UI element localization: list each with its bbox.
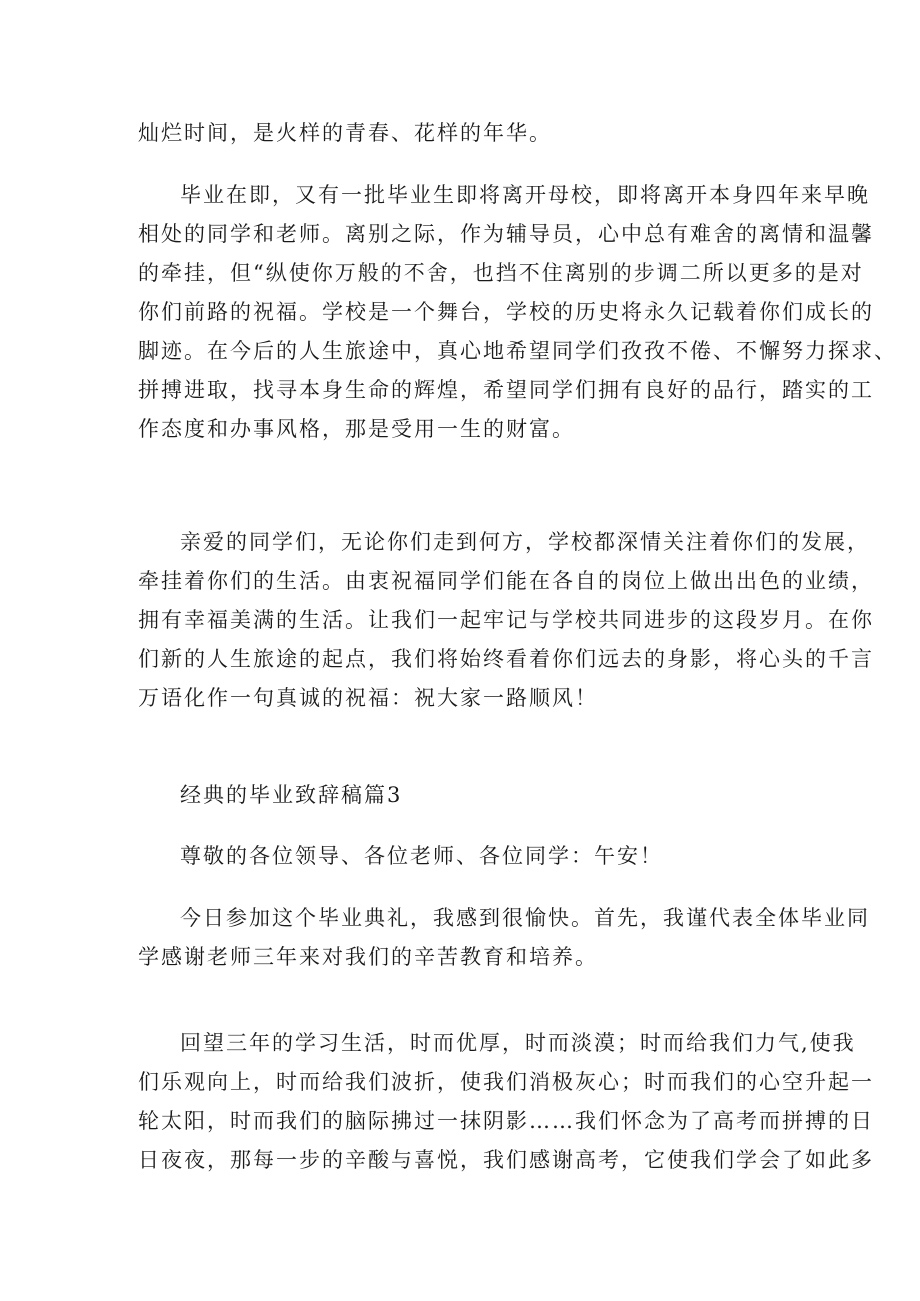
heading-text: 经典的毕业致辞稿篇3 <box>180 783 403 807</box>
text-line: 拥有幸福美满的生活。让我们一起牢记与学校共同进步的这段岁月。在你 <box>138 608 874 632</box>
text-line: 毕业在即，又有一批毕业生即将离开母校，即将离开本身四年来早晚 <box>180 183 870 207</box>
paragraph-thanks <box>138 899 870 977</box>
text-line: 回望三年的学习生活，时而优厚，时而淡漠；时而给我们力气,使我 <box>180 1031 856 1055</box>
text-line: 的牵挂，但“纵使你万般的不舍，也挡不住离别的步调二所以更多的是对 <box>138 261 864 285</box>
section-heading <box>138 776 798 815</box>
text-line: 日夜夜，那每一步的辛酸与喜悦，我们感谢高考，它使我们学会了如此多 <box>138 1148 874 1172</box>
text-line: 们新的人生旅途的起点，我们将始终看着你们远去的身影，将心头的千言 <box>138 647 874 671</box>
text-line: 作态度和办事风格，那是受用一生的财富。 <box>138 417 575 441</box>
text-line: 相处的同学和老师。离别之际，作为辅导员，心中总有难舍的离情和温馨 <box>138 222 874 246</box>
text-line: 你们前路的祝福。学校是一个舞台，学校的历史将永久记载着你们成长的 <box>138 300 874 324</box>
text-line: 拼搏进取，找寻本身生命的辉煌，希望同学们拥有良好的品行，踏实的工 <box>138 378 874 402</box>
text-line: 脚迹。在今后的人生旅途中，真心地希望同学们孜孜不倦、不懈努力探求、 <box>138 339 897 363</box>
text-line: 学感谢老师三年来对我们的辛苦教育和培养。 <box>138 945 598 969</box>
paragraph-blessing <box>138 523 874 718</box>
text-line: 亲爱的同学们，无论你们走到何方，学校都深情关注着你们的发展， <box>180 530 870 554</box>
text-line: 万语化作一句真诚的祝福：祝大家一路顺风！ <box>138 686 598 710</box>
greeting-text: 尊敬的各位领导、各位老师、各位同学：午安！ <box>180 844 663 868</box>
paragraph-continuation <box>138 114 798 153</box>
text-line: 牵挂着你们的生活。由衷祝福同学们能在各自的岗位上做出出色的业绩， <box>138 569 874 593</box>
paragraph-review <box>138 1024 874 1180</box>
text-line: 们乐观向上，时而给我们波折，使我们消极灰心；时而我们的心空升起一 <box>138 1070 874 1094</box>
greeting <box>138 837 798 876</box>
text-line: 灿烂时间，是火样的青春、花样的年华。 <box>138 121 552 145</box>
paragraph-graduation <box>138 176 897 449</box>
text-line: 今日参加这个毕业典礼，我感到很愉快。首先，我谨代表全体毕业同 <box>180 906 870 930</box>
text-line: 轮太阳，时而我们的脑际拂过一抹阴影……我们怀念为了高考而拼搏的日 <box>138 1109 874 1133</box>
